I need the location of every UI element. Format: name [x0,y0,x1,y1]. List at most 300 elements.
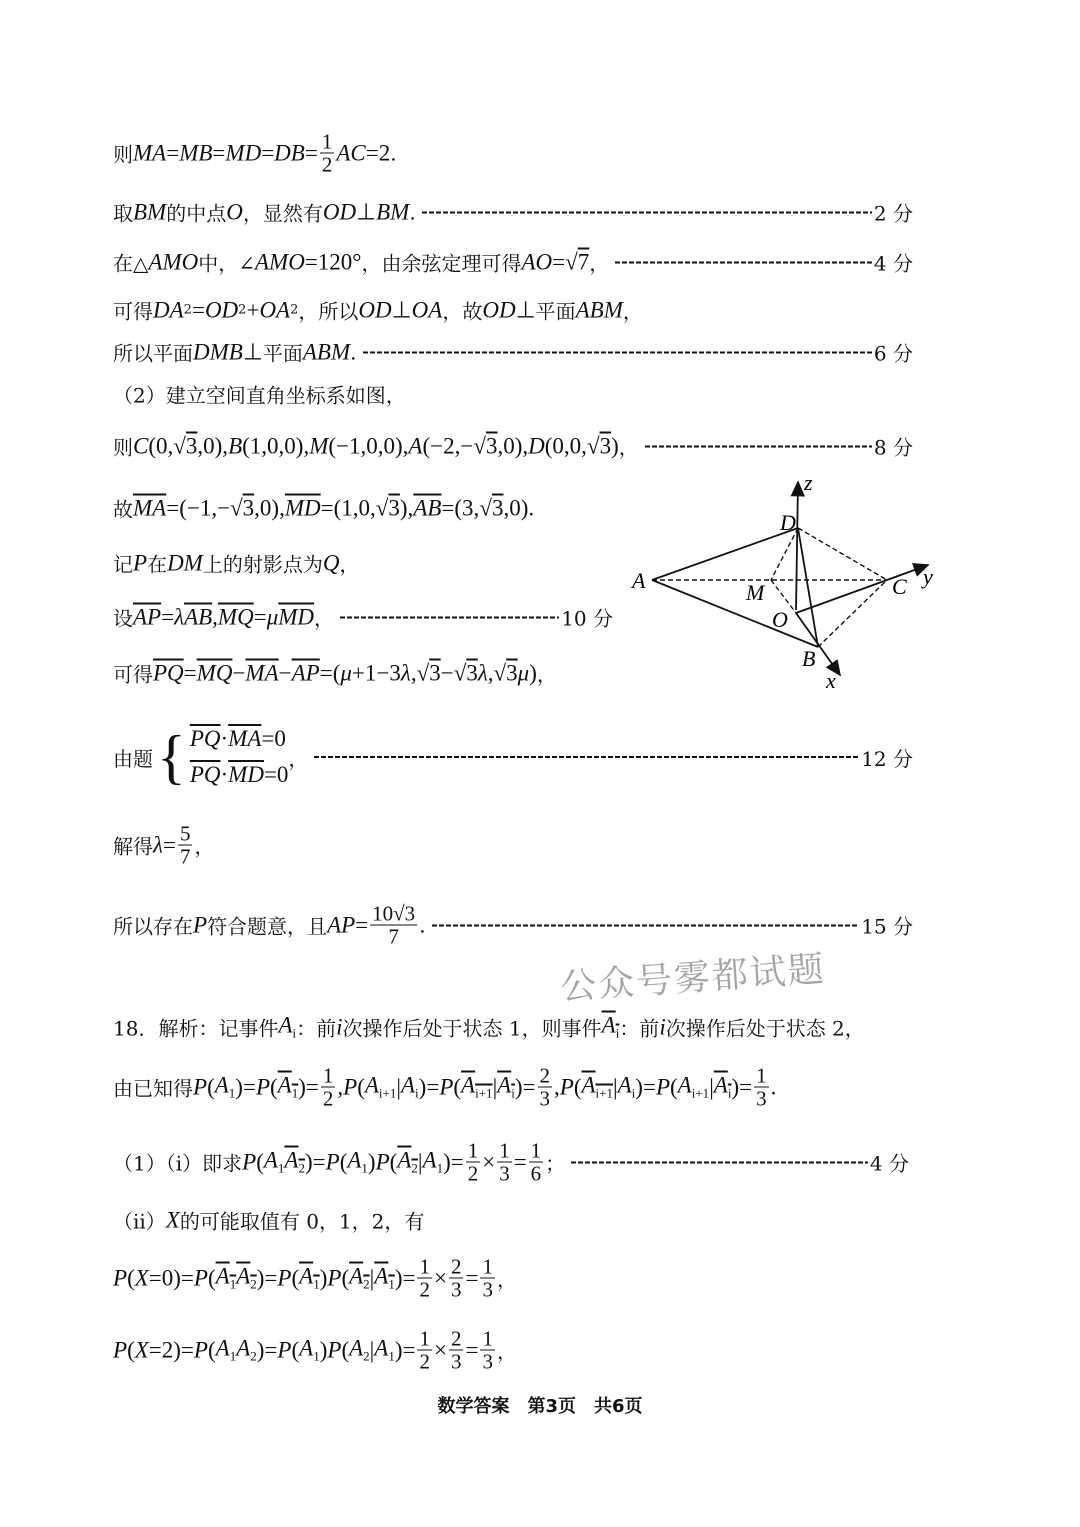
page-footer: 数学答案 第3页 共6页 [437,1396,643,1417]
line-14 [113,903,913,948]
text-run: 则 [113,435,133,460]
math-variable [678,1073,710,1102]
variable-name: A [374,1335,389,1361]
variable-name: P [327,1337,342,1362]
score-mark: 2 分 [873,201,913,226]
vector: $\overline{MA}$ [228,726,262,751]
math-symbol: , [487,660,494,685]
math-symbol: ( [291,1265,300,1290]
text-run: 平面 [262,341,303,366]
variable-name: A [677,1072,692,1098]
equation-system [157,726,288,788]
variable-name: A [263,1147,278,1173]
variable-name: P [375,1149,390,1174]
vector: $\overline{AP}$ [291,660,320,685]
math-symbol: | [369,1337,375,1362]
vector: $\overline{MD}$ [228,762,264,787]
math-symbol: =2 [365,140,391,165]
math-symbol: )= [256,1265,278,1290]
variable-name: A [601,1012,616,1038]
superscript: 2 [238,302,247,318]
denominator: 2 [321,152,333,177]
variable-name: P [325,1149,340,1174]
math-variable [225,140,261,166]
math-symbol: ( [339,1149,348,1174]
math-variable [264,1148,285,1177]
math-symbol: , [410,660,417,685]
variable-name: P [113,1337,128,1362]
math-symbol: )= [418,1074,440,1099]
numerator: 1 [467,1138,479,1163]
variable-name: A [278,1012,293,1038]
math-variable [277,1337,291,1363]
subscript: i+1 [595,1085,613,1101]
variable-name: DA [153,297,184,322]
math-symbol: )= [304,1149,326,1174]
subscript: i [511,1085,515,1101]
math-variable [528,433,545,459]
math-variable [255,249,305,275]
text-run: ：前 [619,1016,660,1041]
math-variable [478,660,488,686]
subscript: 2 [250,1276,257,1292]
fraction [529,1140,544,1185]
math-symbol: − [232,660,246,685]
math-symbol: × [433,1337,447,1362]
vector: $\overline{MD}$ [284,495,321,520]
fraction [497,1140,512,1185]
text-run: ，显然有 [242,201,323,226]
math-variable [323,199,356,225]
numerator: 1 [499,1138,510,1163]
text-run: 可得 [113,662,153,687]
subscript: i+1 [378,1085,397,1101]
variable-name: P [277,1337,292,1362]
text-run: 取 [113,201,133,226]
math-variable [113,1265,127,1291]
variable-name: Q [322,550,340,575]
variable-name: P [242,1149,257,1174]
subscript: 1 [313,1276,320,1292]
math-variable [174,604,184,630]
variable-name: ABM [302,339,351,364]
math-symbol: )= [298,1074,319,1099]
math-variable [194,1265,208,1291]
text-run: 18．解析：记事件 [113,1016,279,1041]
math-variable [193,912,207,938]
text-run: （2）建立空间直角坐标系如图， [113,383,406,408]
text-run: 在 [147,552,168,577]
variable-name: A [299,1263,314,1289]
vector: $\overline{AB}$ [184,604,213,629]
denominator: 2 [467,1161,479,1186]
fraction [449,1256,464,1301]
variable-name: A [277,1072,292,1098]
text-run: . [390,141,397,165]
variable-name: A [364,1072,379,1098]
math-variable [374,1336,395,1365]
radical-sign: √ [479,495,492,520]
math-symbol: ) [367,1149,376,1174]
text-run: ，故 [442,299,483,324]
subscript: 2 [298,1160,305,1176]
square-root [173,433,197,459]
math-variable [340,660,352,686]
variable-name: DM [167,550,203,575]
line-13 [113,823,913,868]
score-mark: 6 分 [873,341,913,366]
math-variable [267,604,279,630]
label-x: x [826,668,836,693]
variable-name: A [422,1147,437,1173]
text-run: ， [618,435,639,460]
numerator: 2 [450,1326,462,1351]
denominator: 3 [482,1277,493,1302]
text-run: ， [314,606,335,631]
text-run: ， [622,299,643,324]
text-run: 在△ [113,251,149,276]
variable-name: P [655,1074,670,1099]
score-mark: 4 分 [873,251,913,276]
text-run: 的中点 [166,201,227,226]
radical-sign: √ [173,433,186,458]
system-row [190,762,289,788]
score-leader [314,756,859,758]
variable-name: OD [322,199,357,224]
variable-name: A [347,1147,362,1173]
variable-name: A [617,1072,632,1098]
math-symbol: =(−1,− [166,495,231,520]
complement-variable [349,1264,370,1293]
square-root [417,660,441,686]
math-variable [133,140,166,166]
fraction [538,1065,553,1110]
score-leader [363,351,872,353]
math-symbol: (0,0, [544,433,587,458]
math-variable [236,1336,257,1365]
text-run: 由题 [113,746,153,771]
math-symbol: ) [611,433,619,458]
text-run: 故 [113,497,133,522]
variable-name: AP [327,912,356,937]
math-variable [327,912,355,938]
variable-name: P [113,1265,128,1290]
denominator: 2 [419,1277,430,1302]
line-12 [113,726,913,788]
radical-sign: √ [473,433,486,458]
score-leader [340,616,559,618]
math-variable [439,1074,453,1100]
math-symbol: ⊥ [391,297,412,322]
subscript: i [631,1085,636,1101]
radicand: 3 [242,495,255,520]
math-symbol: | [709,1074,714,1099]
math-variable [323,550,340,576]
math-variable [303,339,350,365]
math-symbol: ( [670,1074,678,1099]
variable-name: P [343,1074,358,1099]
variable-name: P [277,1265,292,1290]
score-mark: 10 分 [561,606,613,631]
math-symbol: (−1,0,0), [328,433,409,458]
denominator: 3 [482,1349,493,1374]
complement-variable [602,1013,620,1042]
line-2 [113,198,913,227]
system-rows [190,726,289,788]
text-run: 平面 [535,299,576,324]
fraction [466,1140,481,1185]
vector: $\overline{PQ}$ [189,762,221,787]
fraction [480,1256,495,1301]
denominator: 7 [388,924,399,949]
watermark: 公众号雾都试题 [558,948,828,1009]
variable-name: MB [179,140,213,165]
text-run: 可得 [113,299,153,324]
subscript: i [292,1025,297,1041]
variable-name: A [374,1263,389,1289]
subscript: 1 [229,1348,237,1364]
math-variable [193,339,243,365]
brace: { [157,724,186,790]
radicand: 3 [599,433,612,458]
math-symbol: ⊥ [356,199,377,224]
variable-name: C [133,433,149,458]
math-symbol: )= [394,1265,416,1290]
math-variable [327,1337,341,1363]
math-symbol: × [433,1265,447,1290]
math-symbol: ( [573,1074,582,1099]
fraction [320,131,335,176]
variable-name: A [581,1072,596,1098]
complement-variable [581,1073,613,1102]
score-leader [615,261,872,263]
math-symbol: =( [319,660,341,685]
variable-name: P [193,1265,208,1290]
fraction [178,823,193,868]
math-symbol: ( [341,1265,350,1290]
text-run: 上的射影点为 [202,552,323,577]
radicand: 3 [485,433,498,458]
line-18 [113,1206,913,1235]
text-run: 由已知得 [113,1076,193,1101]
math-symbol: )= [235,1074,256,1099]
square-root [473,433,497,459]
variable-name: A [236,1335,251,1361]
numerator: 1 [482,1254,493,1279]
variable-name: μ [517,660,530,685]
math-symbol: = [261,140,275,165]
math-symbol: ( [357,1074,365,1099]
subscript: i+1 [691,1085,710,1101]
math-symbol: = [166,140,180,165]
math-symbol: ( [127,1337,135,1362]
vector: $\overline{AP}$ [133,604,162,629]
text-run: ， [194,834,215,859]
math-symbol: ,0), [254,495,285,520]
variable-name: λ [477,660,488,685]
variable-name: DB [274,140,305,165]
score-mark: 8 分 [873,435,913,460]
math-symbol: ,0), [497,433,529,458]
math-variable [336,140,365,166]
math-variable [482,297,515,323]
variable-name: OD [482,297,516,322]
math-variable [376,1149,390,1175]
radical-sign: √ [230,495,243,520]
math-variable [358,297,391,323]
subscript: 2 [363,1276,370,1292]
pyramid-coordinate-figure [620,470,950,700]
text-run: ， [339,552,360,577]
math-symbol: ⊥ [242,339,263,364]
math-symbol: ⊥ [515,297,536,322]
math-variable [401,660,411,686]
math-symbol: )= [394,1337,416,1362]
math-variable [274,140,305,166]
numerator: 1 [482,1326,493,1351]
variable-name: P [439,1074,454,1099]
math-symbol: =0 [263,762,289,787]
math-symbol: + [246,297,260,322]
math-symbol: =(3, [441,495,480,520]
math-symbol: )= [443,1149,464,1174]
variable-name: P [193,1074,208,1099]
math-variable [365,1073,397,1102]
math-variable [256,1074,270,1100]
subscript: 1 [388,1348,395,1364]
math-variable [133,550,147,576]
variable-name: AC [336,140,366,165]
vector: $\overline{PQ}$ [189,726,221,751]
math-variable [278,1013,296,1042]
math-variable [656,1074,670,1100]
math-variable [135,1337,149,1363]
line-4 [113,296,913,325]
label-C: C [892,574,907,599]
numerator: 1 [756,1063,767,1088]
variable-name: BM [376,199,410,224]
complement-variable [299,1264,320,1293]
complement-variable [714,1073,732,1102]
math-variable [518,660,530,686]
variable-name: AO [521,249,553,274]
text-run: . [350,340,357,364]
math-symbol: = [212,140,226,165]
text-run: . [409,200,416,224]
subscript: 1 [388,1276,395,1292]
math-variable [193,1074,207,1100]
math-variable [179,140,212,166]
math-symbol: =(1,0, [320,495,376,520]
math-symbol: )= [635,1074,656,1099]
vector: $\overline{MD}$ [278,604,315,629]
text-run: ； [545,1151,566,1176]
variable-name: μ [266,604,279,629]
variable-name: A [400,1072,416,1098]
edge-AD [652,528,798,580]
math-variable [205,297,238,323]
variable-name: A [497,1072,512,1098]
variable-name: A [236,1263,251,1289]
math-symbol: ,0). [503,495,535,520]
math-symbol: = [304,140,318,165]
variable-name: AMO [254,249,305,274]
score-mark: 12 分 [861,746,913,771]
radical-sign: √ [493,660,507,685]
text-run: . [419,913,426,937]
math-symbol: +1−3 [351,660,401,685]
math-variable [560,1074,574,1100]
math-variable [376,199,409,225]
math-symbol: = [552,249,566,274]
variable-name: OA [259,297,291,322]
math-symbol: )= [731,1074,753,1099]
radical-sign: √ [586,433,600,458]
denominator: 7 [179,844,191,869]
fraction [321,1065,336,1110]
math-symbol: = [465,1337,479,1362]
math-symbol: = [183,660,197,685]
text-run: ， [288,746,309,771]
complement-variable [461,1073,493,1102]
math-symbol: =120° [304,249,362,274]
vector: $\overline{PQ}$ [153,660,184,685]
complement-variable [497,1073,515,1102]
text-run: （1）（i）即求 [113,1151,243,1176]
text-run: ， [496,1339,517,1364]
square-root [494,660,518,686]
variable-name: DMB [193,339,243,364]
variable-name: MD [225,140,262,165]
math-variable [576,297,623,323]
text-run: 符合题意，且 [207,914,328,939]
variable-name: P [133,550,148,575]
variable-name: A [408,433,423,458]
math-symbol: , [337,1074,344,1099]
math-symbol: =2)= [148,1337,194,1362]
denominator: 3 [450,1277,462,1302]
math-symbol: · [220,726,229,751]
subscript: i [415,1085,419,1101]
subscript: i [727,1085,732,1101]
math-symbol: ) [529,660,537,685]
variable-name: λ [174,604,185,629]
text-run: ：前 [296,1016,337,1041]
math-symbol: | [492,1074,498,1099]
variable-name: P [193,1337,208,1362]
subscript: 1 [277,1160,285,1176]
line-20 [113,1328,913,1373]
complement-variable [374,1264,395,1293]
text-run: 记 [113,552,133,577]
variable-name: OA [411,297,443,322]
square-root [376,495,400,521]
math-variable [343,1074,357,1100]
numerator: 10√3 [372,901,416,926]
numerator: 2 [450,1254,462,1279]
line-9 [113,549,513,578]
system-row [190,726,289,752]
line-8 [113,494,613,523]
complement-variable [397,1148,418,1177]
math-symbol: )= [514,1074,536,1099]
variable-name: A [299,1335,314,1361]
math-symbol: ,0), [197,433,229,458]
math-variable [153,297,184,323]
math-variable [347,1148,368,1177]
radicand: 3 [388,495,400,520]
text-run: ， [496,1267,517,1292]
